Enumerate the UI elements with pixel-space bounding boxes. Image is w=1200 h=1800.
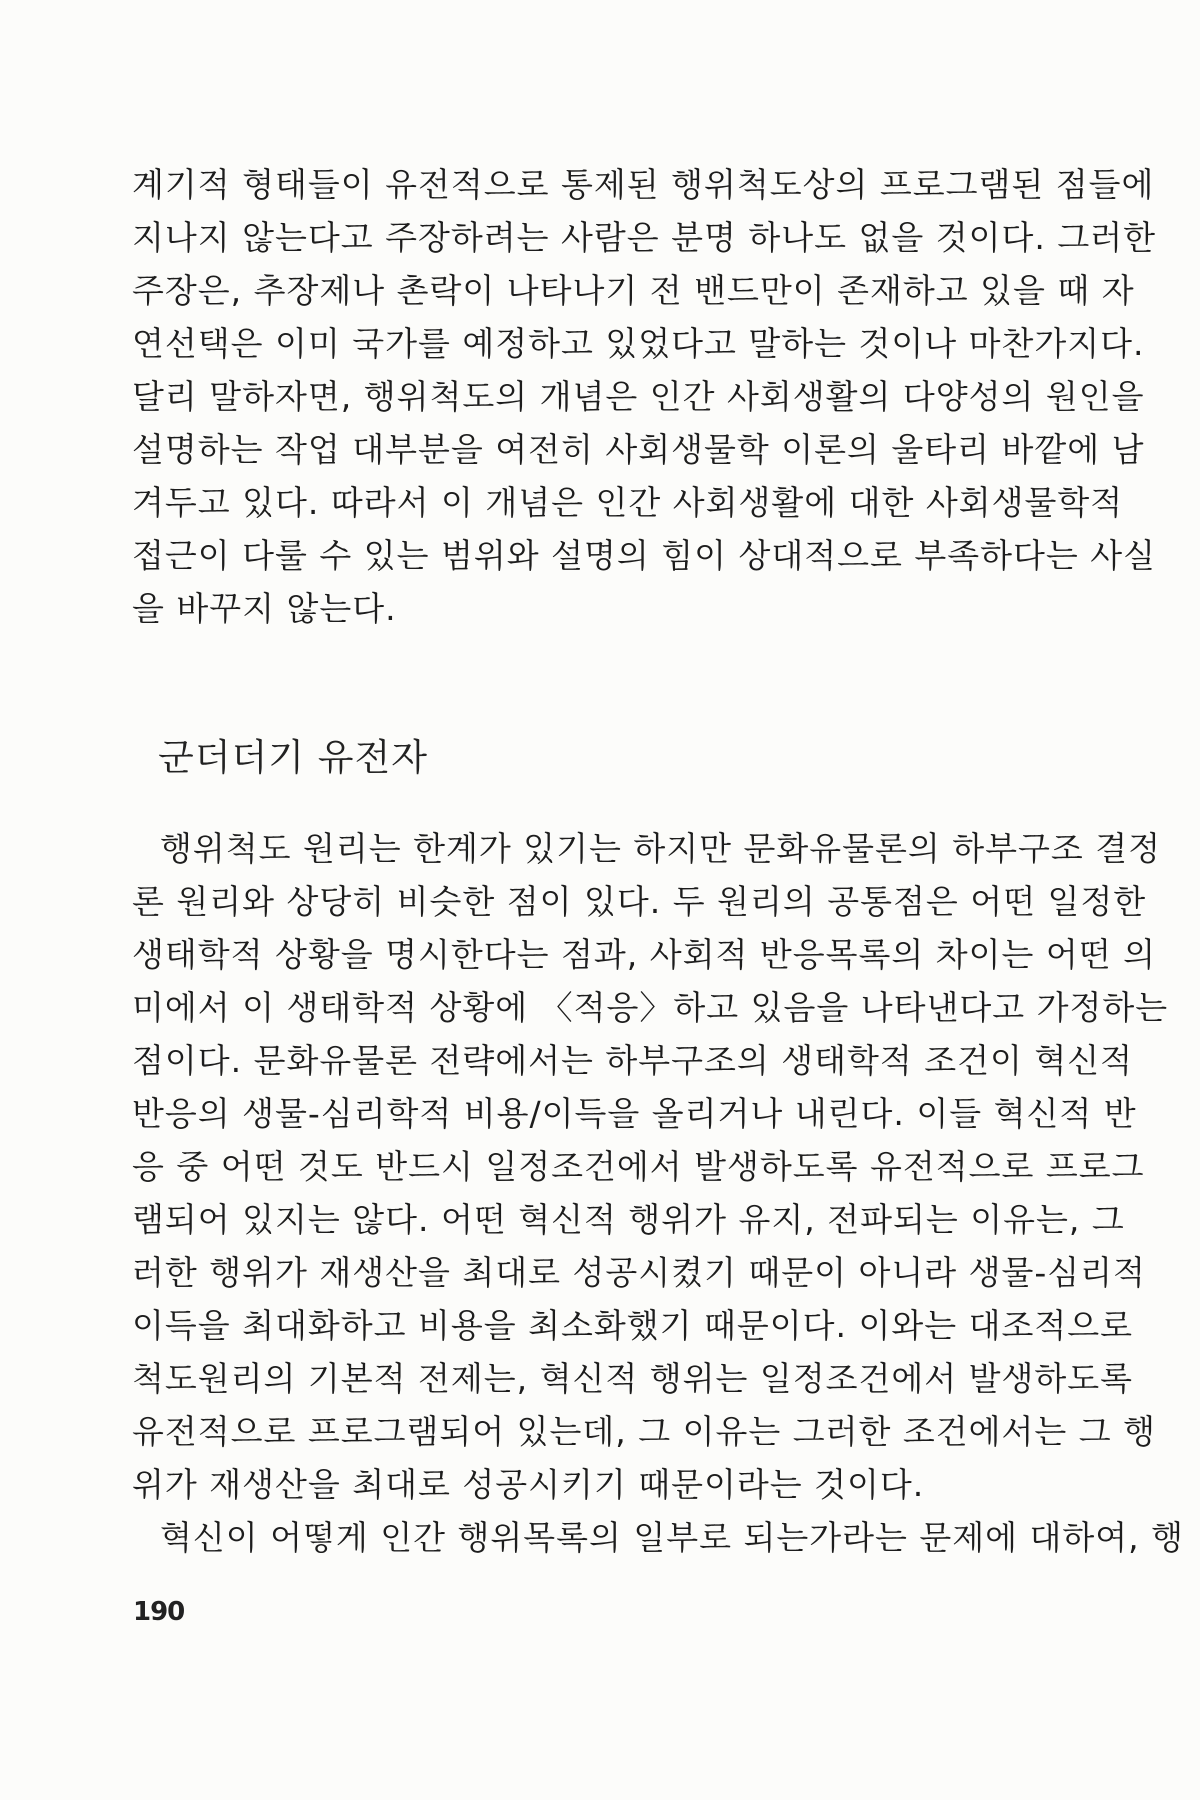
text-line: 지나지 않는다고 주장하려는 사람은 분명 하나도 없을 것이다. 그러한 bbox=[132, 218, 1156, 257]
text-line: 설명하는 작업 대부분을 여전히 사회생물학 이론의 울타리 바깥에 남 bbox=[132, 430, 1145, 469]
text-line: 접근이 다룰 수 있는 범위와 설명의 힘이 상대적으로 부족하다는 사실 bbox=[132, 536, 1156, 575]
text-line: 위가 재생산을 최대로 성공시키기 때문이라는 것이다. bbox=[132, 1465, 925, 1504]
text-line: 이득을 최대화하고 비용을 최소화했기 때문이다. 이와는 대조적으로 bbox=[132, 1306, 1134, 1345]
text-line: 겨두고 있다. 따라서 이 개념은 인간 사회생활에 대한 사회생물학적 bbox=[132, 483, 1124, 522]
text-line: 론 원리와 상당히 비슷한 점이 있다. 두 원리의 공통점은 어떤 일정한 bbox=[132, 882, 1147, 921]
text-line: 달리 말하자면, 행위척도의 개념은 인간 사회생활의 다양성의 원인을 bbox=[132, 377, 1145, 416]
text-line: 반응의 생물-심리학적 비용/이득을 올리거나 내린다. 이들 혁신적 반 bbox=[132, 1094, 1137, 1133]
text-line: 을 바꾸지 않는다. bbox=[132, 589, 397, 628]
text-line: 혁신이 어떻게 인간 행위목록의 일부로 되는가라는 문제에 대하여, 행 bbox=[160, 1518, 1184, 1557]
text-line: 점이다. 문화유물론 전략에서는 하부구조의 생태학적 조건이 혁신적 bbox=[132, 1041, 1134, 1080]
paragraph-1 bbox=[132, 158, 1156, 635]
text-line: 주장은, 추장제나 촌락이 나타나기 전 밴드만이 존재하고 있을 때 자 bbox=[132, 271, 1135, 310]
text-line: 계기적 형태들이 유전적으로 통제된 행위척도상의 프로그램된 점들에 bbox=[132, 165, 1155, 204]
text-line: 러한 행위가 재생산을 최대로 성공시켰기 때문이 아니라 생물-심리적 bbox=[132, 1253, 1146, 1292]
text-line: 미에서 이 생태학적 상황에 〈적응〉하고 있음을 나타낸다고 가정하는 bbox=[132, 988, 1169, 1027]
text-line: 유전적으로 프로그램되어 있는데, 그 이유는 그러한 조건에서는 그 행 bbox=[132, 1412, 1156, 1451]
text-line: 램되어 있지는 않다. 어떤 혁신적 행위가 유지, 전파되는 이유는, 그 bbox=[132, 1200, 1125, 1239]
text-line: 연선택은 이미 국가를 예정하고 있었다고 말하는 것이나 마찬가지다. bbox=[132, 324, 1145, 363]
text-line: 응 중 어떤 것도 반드시 일정조건에서 발생하도록 유전적으로 프로그 bbox=[132, 1147, 1145, 1186]
page-number: 190 bbox=[133, 1597, 185, 1627]
section-heading: 군더더기 유전자 bbox=[158, 736, 428, 779]
text-line: 척도원리의 기본적 전제는, 혁신적 행위는 일정조건에서 발생하도록 bbox=[132, 1359, 1134, 1398]
text-line: 생태학적 상황을 명시한다는 점과, 사회적 반응목록의 차이는 어떤 의 bbox=[132, 935, 1156, 974]
paragraph-2 bbox=[132, 822, 1184, 1564]
text-line: 행위척도 원리는 한계가 있기는 하지만 문화유물론의 하부구조 결정 bbox=[160, 829, 1162, 868]
